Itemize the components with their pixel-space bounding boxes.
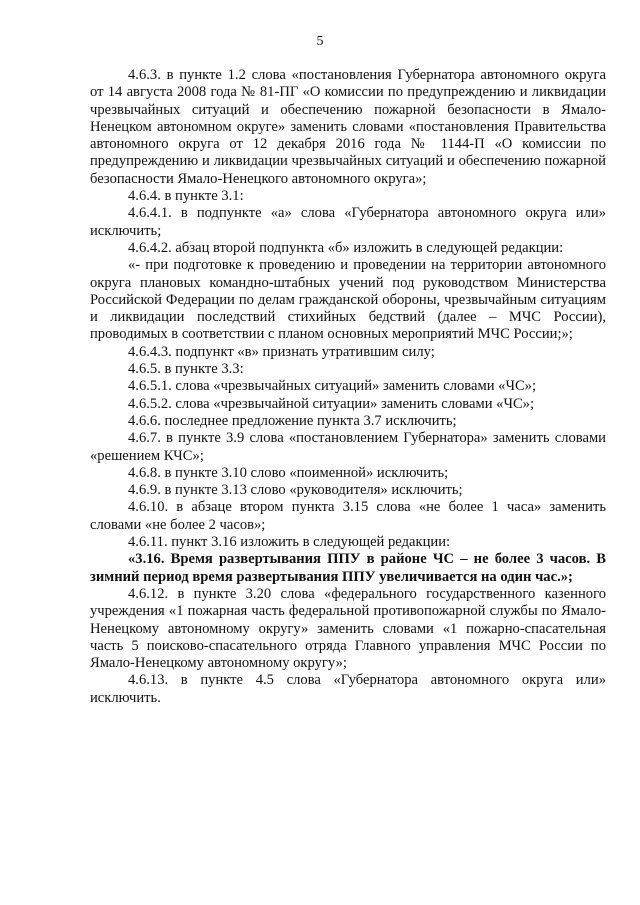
paragraph: 4.6.5.1. слова «чрезвычайных ситуаций» заменить словами «ЧС»; xyxy=(128,378,537,395)
paragraph: «3.16. Время развертывания ППУ в районе ЧС – не более 3 часов. В зимний период время развертывания ППУ увеличивается на один час.»; xyxy=(90,551,606,585)
paragraph: 4.6.3. в пункте 1.2 слова «постановления Губернатора автономного округа от 14 августа 2008 года № 81-ПГ «О комиссии по предупреждению и ликвидации чрезвычайных ситуаций и обеспечению пожарной безопасности в Ямало-Ненецком автономном округе» заменить словами «постановления Правительства автономного округа от 12 декабря 2016 года № 1144-П «О комиссии по предупреждению и ликвидации чрезвычайных ситуаций и обеспечению пожарной безопасности Ямало-Ненецкого автономного округа»; xyxy=(90,67,606,187)
paragraph: 4.6.8. в пункте 3.10 слово «поименной» исключить; xyxy=(128,464,449,481)
paragraph: 4.6.4.2. абзац второй подпункта «б» изложить в следующей редакции: xyxy=(128,239,564,256)
paragraph: 4.6.4.3. подпункт «в» признать утратившим силу; xyxy=(128,343,435,360)
paragraph: 4.6.13. в пункте 4.5 слова «Губернатора автономного округа или» исключить. xyxy=(90,672,606,706)
document-body xyxy=(90,67,606,707)
paragraph: 4.6.6. последнее предложение пункта 3.7 исключить; xyxy=(128,412,457,429)
paragraph: 4.6.5.2. слова «чрезвычайной ситуации» заменить словами «ЧС»; xyxy=(128,395,535,412)
paragraph: 4.6.12. в пункте 3.20 слова «федерального государственного казенного учреждения «1 пожарная часть федеральной противопожарной службы по Ямало-Ненецкому автономному округу» заменить словами «1 пожарно-спасательная часть 5 поисково-спасательного отряда Главного управления МЧС России по Ямало-Ненецкому автономному округу»; xyxy=(90,585,606,672)
paragraph: 4.6.10. в абзаце втором пункта 3.15 слова «не более 1 часа» заменить словами «не более 2 часов»; xyxy=(90,499,606,533)
paragraph: 4.6.11. пункт 3.16 изложить в следующей редакции: xyxy=(128,534,451,551)
paragraph: 4.6.4.1. в подпункте «а» слова «Губернатора автономного округа или» исключить; xyxy=(90,205,606,239)
paragraph: 4.6.7. в пункте 3.9 слова «постановлением Губернатора» заменить словами «решением КЧС»; xyxy=(90,430,606,464)
paragraph: 4.6.4. в пункте 3.1: xyxy=(128,188,244,205)
paragraph: 4.6.9. в пункте 3.13 слово «руководителя» исключить; xyxy=(128,482,463,499)
page-number: 5 xyxy=(316,34,324,49)
paragraph: 4.6.5. в пункте 3.3: xyxy=(128,361,244,378)
paragraph: «- при подготовке к проведению и проведении на территории автономного округа плановых командно-штабных учений под руководством Министерства Российской Федерации по делам гражданской обороны, чрезвычайным ситуациям и ликвидации последствий стихийных бедствий (далее – МЧС России), проводимых в соответствии с планом основных мероприятий МЧС России;»; xyxy=(90,257,606,343)
